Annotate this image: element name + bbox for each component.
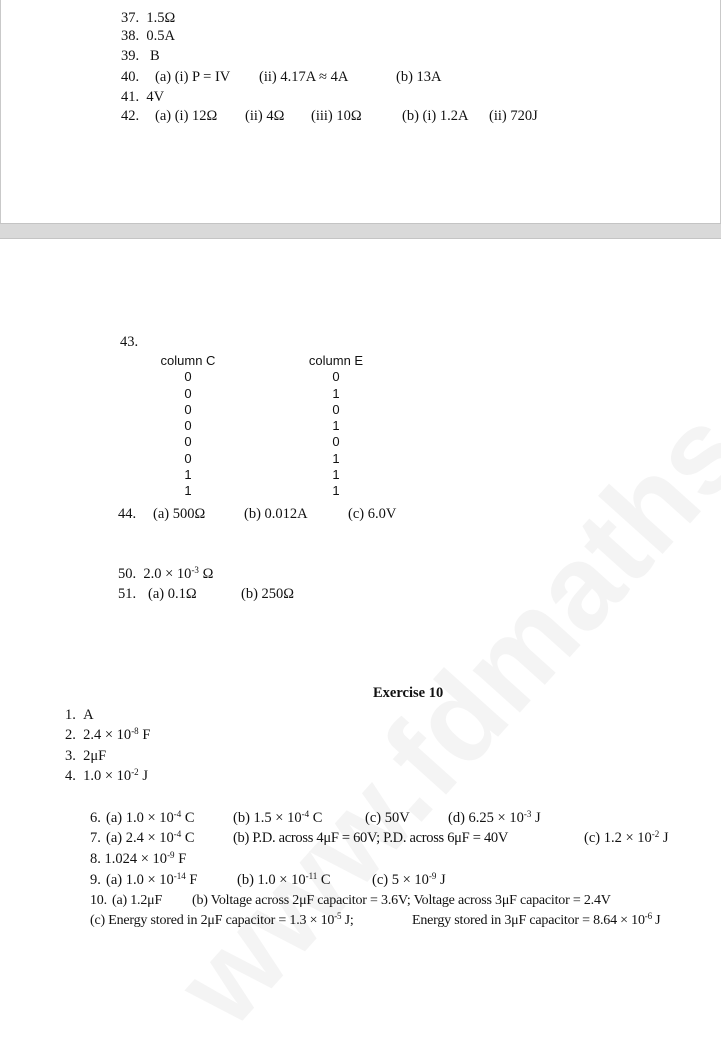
answer-part: (b) (i) 1.2A [402, 108, 469, 124]
answer-part: (c) 1.2 × 10 [584, 830, 652, 846]
item-number: 4. [65, 768, 76, 784]
item-number: 50. [118, 566, 137, 582]
exponent: -3 [523, 809, 532, 819]
answer-37 [121, 9, 175, 27]
answer-39 [121, 47, 160, 65]
column-c-value: 1 [184, 467, 192, 483]
exercise-answer-2 [65, 726, 150, 744]
answer-text: 2μF [83, 748, 107, 764]
unit: J [531, 810, 541, 826]
column-c-value: 0 [184, 401, 192, 417]
exercise-answer-1 [65, 706, 94, 724]
item-number: 51. [118, 586, 137, 602]
exponent: -3 [191, 565, 199, 575]
exponent: -5 [334, 911, 342, 921]
answer-44 [118, 505, 718, 523]
item-number: 38. [121, 28, 140, 44]
answer-part: (a) (i) 12Ω [155, 108, 218, 124]
item-number: 8. [90, 851, 101, 867]
column-e-value: 0 [332, 369, 340, 385]
column-c-value: 0 [184, 434, 192, 450]
item-number: 40. [121, 69, 140, 85]
answer-part: (c) 6.0V [348, 506, 397, 522]
answer-text: 1.0 × 10 [83, 768, 132, 784]
answer-part: (a) 2.4 × 10 [106, 830, 174, 846]
answer-43-number: 43. [120, 334, 139, 350]
unit: F [174, 851, 187, 867]
answer-part: (a) 1.2μF [112, 893, 163, 908]
exponent: -2 [651, 829, 660, 839]
unit: J [651, 913, 661, 928]
answer-text: 1.024 × 10 [104, 851, 168, 867]
exercise-answer-6 [90, 809, 720, 827]
item-number: 9. [90, 872, 101, 888]
item-number: 1. [65, 707, 76, 723]
answer-part: (iii) 10Ω [311, 108, 362, 124]
column-e-value: 1 [332, 385, 340, 401]
item-number: 3. [65, 748, 76, 764]
answer-part: (c) Energy stored in 2μF capacitor = 1.3 × 10 [90, 913, 335, 928]
answer-text: 0.5A [146, 28, 175, 44]
page-top [0, 0, 721, 223]
answer-part: (d) 6.25 × 10 [448, 810, 524, 826]
answer-part: (ii) 4Ω [245, 108, 285, 124]
answer-text: B [150, 48, 160, 64]
column-e-header: column E [308, 353, 364, 368]
unit: J; [341, 913, 354, 928]
exponent: -4 [301, 809, 310, 819]
answer-part: (c) 5 × 10 [372, 872, 429, 888]
answer-part: (b) 0.012A [244, 506, 308, 522]
answer-part: (b) 250Ω [241, 586, 295, 602]
answer-42 [121, 107, 721, 125]
page-separator [0, 223, 721, 239]
unit: C [317, 872, 331, 888]
answer-38 [121, 27, 175, 45]
column-e-value: 0 [332, 401, 340, 417]
column-c-value: 0 [184, 385, 192, 401]
answer-part: (b) 1.0 × 10 [237, 872, 306, 888]
column-c-header: column C [160, 353, 216, 368]
unit: J [659, 830, 669, 846]
exponent: -4 [173, 829, 182, 839]
item-number: 44. [118, 506, 137, 522]
unit: J [138, 768, 148, 784]
column-e-value: 1 [332, 467, 340, 483]
answer-part: (a) 0.1Ω [148, 586, 197, 602]
answer-text: A [83, 707, 94, 723]
answer-part: (b) 1.5 × 10 [233, 810, 302, 826]
column-e-value: 0 [332, 434, 340, 450]
answer-40 [121, 68, 721, 86]
exercise-answer-7 [90, 829, 720, 847]
column-c-value: 0 [184, 369, 192, 385]
answer-part: (b) Voltage across 2μF capacitor = 3.6V; Voltage across 3μF capacitor = 2.4V [192, 893, 611, 908]
page-bottom [0, 239, 721, 978]
unit: C [181, 810, 195, 826]
item-number: 2. [65, 727, 76, 743]
unit: J [436, 872, 446, 888]
exercise-answer-3 [65, 747, 106, 765]
answer-part: (b) 13A [396, 69, 442, 85]
column-e-value: 1 [332, 450, 340, 466]
answer-part: (ii) 4.17A ≈ 4A [259, 69, 349, 85]
answer-part: (c) 50V [365, 810, 410, 826]
item-number: 37. [121, 10, 140, 26]
exponent: -2 [131, 767, 139, 777]
answer-part: (a) 1.0 × 10 [106, 872, 174, 888]
answer-part: (b) P.D. across 4μF = 60V; P.D. across 6μF = 40V [233, 830, 509, 846]
answer-51 [118, 585, 718, 603]
unit: C [181, 830, 195, 846]
answer-text: 2.4 × 10 [83, 727, 132, 743]
exponent: -6 [644, 911, 652, 921]
answer-41 [121, 88, 164, 106]
exercise-answer-8 [90, 850, 186, 868]
column-c-value: 0 [184, 418, 192, 434]
answer-part: (a) (i) P = IV [155, 69, 231, 85]
column-e-value: 1 [332, 418, 340, 434]
exponent: -4 [173, 809, 182, 819]
exponent: -9 [428, 871, 437, 881]
exercise-answer-10-continued [90, 912, 720, 930]
item-number: 7. [90, 830, 101, 846]
item-number: 39. [121, 48, 140, 64]
exercise-answer-4 [65, 767, 148, 785]
answer-part: (a) 500Ω [153, 506, 206, 522]
answer-text: 4V [146, 89, 165, 105]
exponent: -8 [131, 726, 139, 736]
answer-text: 2.0 × 10 [143, 566, 192, 582]
column-c-value: 1 [184, 483, 192, 499]
unit: C [309, 810, 323, 826]
item-number: 41. [121, 89, 140, 105]
unit: Ω [198, 566, 214, 582]
exponent: -11 [305, 871, 318, 881]
unit: F [138, 727, 151, 743]
answer-text: 1.5Ω [146, 10, 176, 26]
column-e [296, 353, 376, 500]
unit: F [185, 872, 198, 888]
item-number: 10. [90, 893, 107, 908]
exponent: -14 [173, 871, 186, 881]
item-number: 6. [90, 810, 101, 826]
exponent: -9 [167, 850, 175, 860]
exercise-answer-10 [90, 892, 720, 910]
answer-50 [118, 565, 213, 583]
answer-part: Energy stored in 3μF capacitor = 8.64 × 10 [412, 913, 645, 928]
answer-part: (a) 1.0 × 10 [106, 810, 174, 826]
exercise-title: Exercise 10 [373, 685, 444, 701]
answer-part: (ii) 720J [489, 108, 538, 124]
exercise-answer-9 [90, 871, 720, 889]
column-e-value: 1 [332, 483, 340, 499]
column-c [148, 353, 228, 500]
column-c-value: 0 [184, 450, 192, 466]
item-number: 42. [121, 108, 140, 124]
